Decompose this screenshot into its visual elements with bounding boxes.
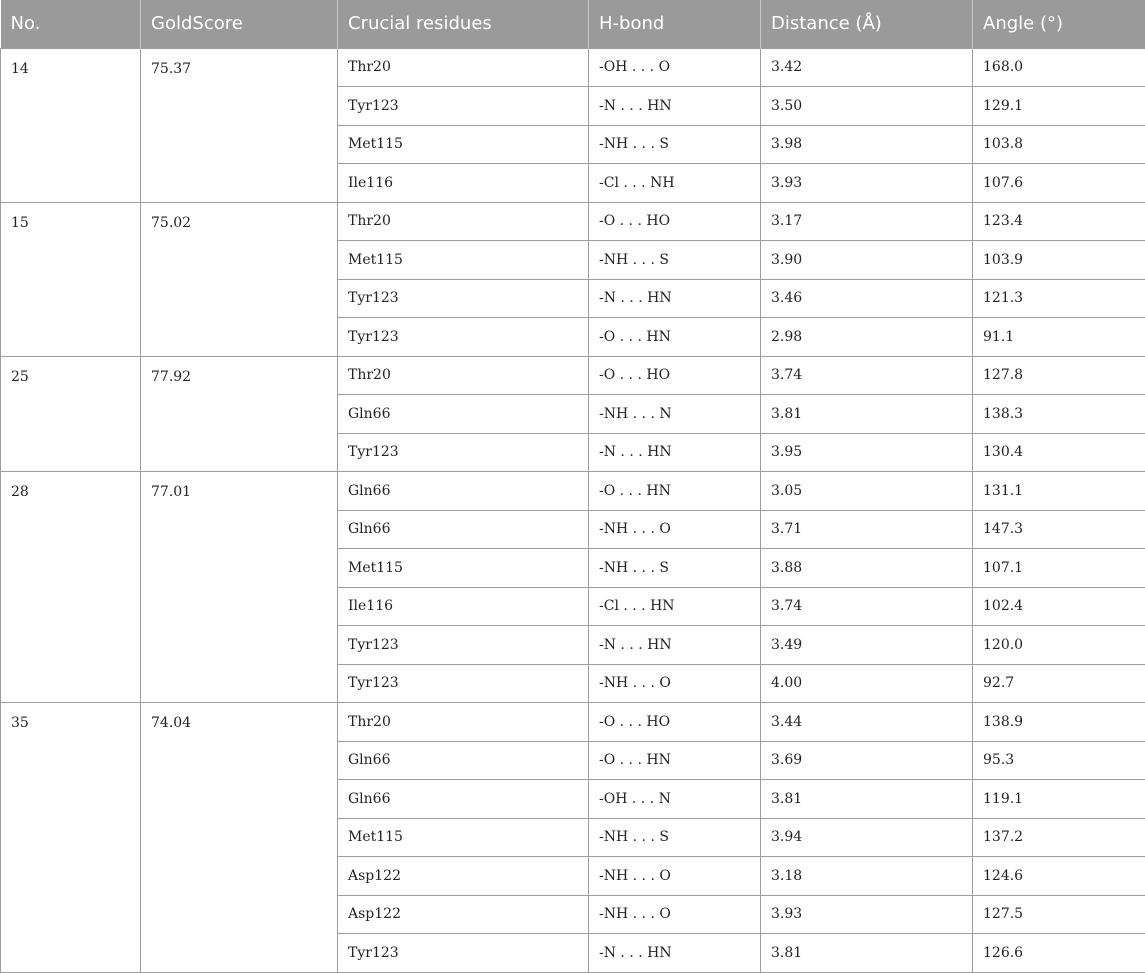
angle-cell: 130.4	[973, 433, 1145, 472]
angle-cell: 92.7	[973, 664, 1145, 703]
h-bond-cell: -O . . . HN	[589, 472, 761, 511]
h-bond-cell: -N . . . HN	[589, 433, 761, 472]
angle-cell: 120.0	[973, 626, 1145, 665]
distance-cell: 3.17	[761, 202, 973, 241]
residue-cell: Thr20	[338, 356, 589, 395]
h-bond-cell: -N . . . HN	[589, 934, 761, 973]
angle-cell: 168.0	[973, 48, 1145, 87]
h-bond-cell: -NH . . . S	[589, 125, 761, 164]
compound-number-cell: 28	[1, 472, 141, 703]
compound-number-cell: 35	[1, 703, 141, 973]
residue-cell: Ile116	[338, 164, 589, 203]
angle-cell: 102.4	[973, 587, 1145, 626]
distance-cell: 3.49	[761, 626, 973, 665]
residue-cell: Met115	[338, 549, 589, 588]
angle-cell: 126.6	[973, 934, 1145, 973]
angle-cell: 127.5	[973, 895, 1145, 934]
header-goldscore: GoldScore	[141, 0, 338, 48]
h-bond-cell: -O . . . HO	[589, 202, 761, 241]
angle-cell: 107.6	[973, 164, 1145, 203]
goldscore-cell: 75.02	[141, 202, 338, 356]
angle-cell: 123.4	[973, 202, 1145, 241]
residue-cell: Tyr123	[338, 433, 589, 472]
residue-cell: Ile116	[338, 587, 589, 626]
residue-cell: Gln66	[338, 472, 589, 511]
distance-cell: 4.00	[761, 664, 973, 703]
residue-cell: Tyr123	[338, 626, 589, 665]
residue-cell: Thr20	[338, 202, 589, 241]
h-bond-cell: -Cl . . . HN	[589, 587, 761, 626]
distance-cell: 3.88	[761, 549, 973, 588]
distance-cell: 3.95	[761, 433, 973, 472]
angle-cell: 107.1	[973, 549, 1145, 588]
residue-cell: Met115	[338, 241, 589, 280]
h-bond-cell: -O . . . HO	[589, 703, 761, 742]
distance-cell: 3.90	[761, 241, 973, 280]
angle-cell: 127.8	[973, 356, 1145, 395]
distance-cell: 3.05	[761, 472, 973, 511]
residue-cell: Thr20	[338, 48, 589, 87]
h-bond-cell: -OH . . . N	[589, 780, 761, 819]
table-row	[1, 356, 1145, 395]
distance-cell: 3.71	[761, 510, 973, 549]
distance-cell: 3.94	[761, 818, 973, 857]
angle-cell: 91.1	[973, 318, 1145, 357]
angle-cell: 138.3	[973, 395, 1145, 434]
compound-number-cell: 25	[1, 356, 141, 472]
h-bond-cell: -NH . . . S	[589, 241, 761, 280]
residue-cell: Asp122	[338, 857, 589, 896]
angle-cell: 121.3	[973, 279, 1145, 318]
header-distance: Distance (Å)	[761, 0, 973, 48]
h-bond-cell: -NH . . . S	[589, 549, 761, 588]
distance-cell: 3.44	[761, 703, 973, 742]
h-bond-cell: -O . . . HO	[589, 356, 761, 395]
compound-number-cell: 15	[1, 202, 141, 356]
distance-cell: 3.74	[761, 356, 973, 395]
h-bond-cell: -N . . . HN	[589, 626, 761, 665]
h-bond-cell: -NH . . . O	[589, 664, 761, 703]
table-row	[1, 703, 1145, 742]
h-bond-cell: -NH . . . O	[589, 857, 761, 896]
h-bond-cell: -OH . . . O	[589, 48, 761, 87]
h-bond-cell: -NH . . . O	[589, 895, 761, 934]
table-row	[1, 202, 1145, 241]
angle-cell: 147.3	[973, 510, 1145, 549]
h-bond-cell: -O . . . HN	[589, 741, 761, 780]
residue-cell: Gln66	[338, 741, 589, 780]
distance-cell: 3.74	[761, 587, 973, 626]
table-row	[1, 472, 1145, 511]
distance-cell: 3.93	[761, 895, 973, 934]
h-bond-cell: -NH . . . N	[589, 395, 761, 434]
goldscore-cell: 75.37	[141, 48, 338, 202]
header-row	[1, 0, 1145, 48]
angle-cell: 124.6	[973, 857, 1145, 896]
distance-cell: 3.18	[761, 857, 973, 896]
h-bond-cell: -N . . . HN	[589, 87, 761, 126]
goldscore-cell: 77.01	[141, 472, 338, 703]
table-row	[1, 48, 1145, 87]
angle-cell: 131.1	[973, 472, 1145, 511]
distance-cell: 3.81	[761, 934, 973, 973]
distance-cell: 3.50	[761, 87, 973, 126]
residue-cell: Tyr123	[338, 318, 589, 357]
header-no: No.	[1, 0, 141, 48]
residue-cell: Tyr123	[338, 87, 589, 126]
table-body	[1, 48, 1145, 972]
distance-cell: 3.46	[761, 279, 973, 318]
goldscore-cell: 77.92	[141, 356, 338, 472]
distance-cell: 3.42	[761, 48, 973, 87]
angle-cell: 95.3	[973, 741, 1145, 780]
h-bond-cell: -N . . . HN	[589, 279, 761, 318]
residue-cell: Gln66	[338, 780, 589, 819]
header-h-bond: H-bond	[589, 0, 761, 48]
distance-cell: 3.81	[761, 780, 973, 819]
angle-cell: 138.9	[973, 703, 1145, 742]
residue-cell: Asp122	[338, 895, 589, 934]
table-header	[1, 0, 1145, 48]
angle-cell: 119.1	[973, 780, 1145, 819]
residue-cell: Tyr123	[338, 934, 589, 973]
residue-cell: Met115	[338, 818, 589, 857]
angle-cell: 129.1	[973, 87, 1145, 126]
residue-cell: Tyr123	[338, 664, 589, 703]
angle-cell: 103.9	[973, 241, 1145, 280]
h-bond-cell: -NH . . . S	[589, 818, 761, 857]
header-angle: Angle (°)	[973, 0, 1145, 48]
residue-cell: Met115	[338, 125, 589, 164]
compound-number-cell: 14	[1, 48, 141, 202]
distance-cell: 3.93	[761, 164, 973, 203]
residue-cell: Gln66	[338, 395, 589, 434]
goldscore-cell: 74.04	[141, 703, 338, 973]
angle-cell: 137.2	[973, 818, 1145, 857]
distance-cell: 3.69	[761, 741, 973, 780]
distance-cell: 3.81	[761, 395, 973, 434]
header-crucial-residues: Crucial residues	[338, 0, 589, 48]
distance-cell: 2.98	[761, 318, 973, 357]
h-bond-cell: -O . . . HN	[589, 318, 761, 357]
distance-cell: 3.98	[761, 125, 973, 164]
residue-cell: Gln66	[338, 510, 589, 549]
angle-cell: 103.8	[973, 125, 1145, 164]
residue-cell: Tyr123	[338, 279, 589, 318]
residue-cell: Thr20	[338, 703, 589, 742]
h-bond-cell: -Cl . . . NH	[589, 164, 761, 203]
h-bond-cell: -NH . . . O	[589, 510, 761, 549]
